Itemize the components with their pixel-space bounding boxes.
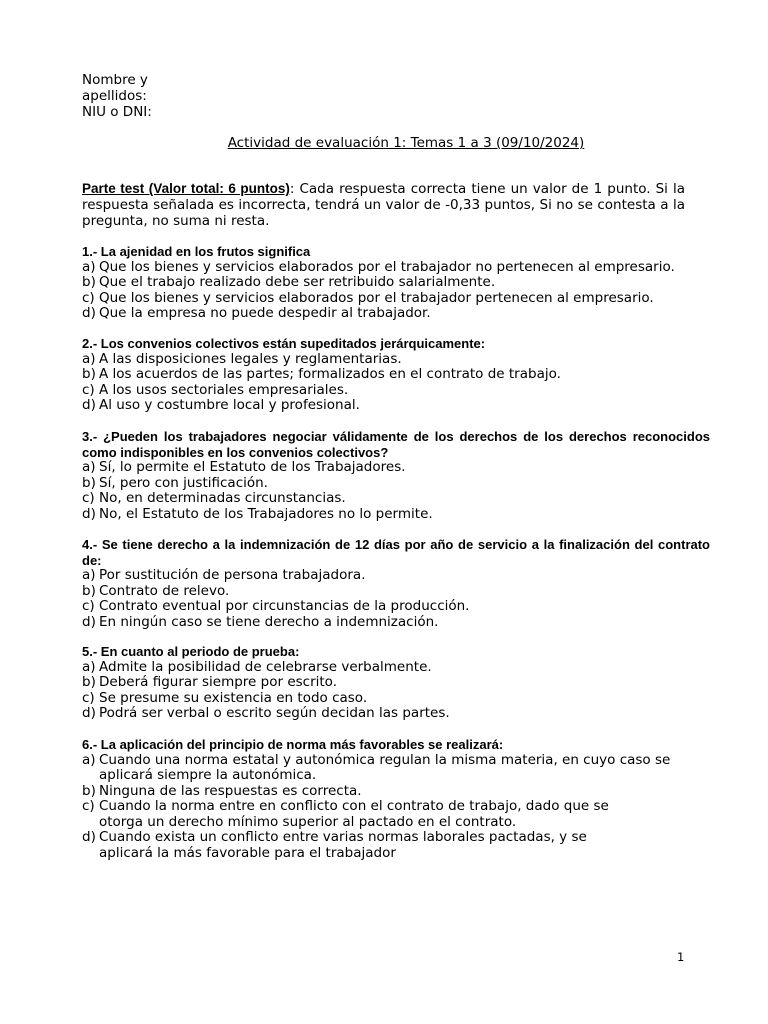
option-text: No, el Estatuto de los Trabajadores no lo permite. <box>99 505 433 522</box>
option-letter: b) <box>82 674 96 690</box>
question-text: 1.- La ajenidad en los frutos significa <box>82 244 311 259</box>
page-number: 1 <box>677 950 685 964</box>
option-letter: a) <box>82 567 96 583</box>
option-letter: b) <box>82 366 96 382</box>
option-b <box>82 367 710 383</box>
option-text: Que los bienes y servicios elaborados por el trabajador pertenecen al empresario. <box>99 289 654 306</box>
option-b <box>82 584 710 600</box>
option-letter: d) <box>82 505 96 522</box>
option-a <box>82 352 710 368</box>
option-text: Podrá ser verbal o escrito según decidan las partes. <box>99 705 450 721</box>
option-b <box>82 675 710 691</box>
option-d <box>82 706 710 722</box>
option-c <box>82 383 710 399</box>
option-text: Contrato de relevo. <box>99 582 230 599</box>
option-text: Sí, lo permite el Estatuto de los Trabajadores. <box>99 459 406 475</box>
option-letter: b) <box>82 782 96 799</box>
option-letter: a) <box>82 751 96 768</box>
option-text: En ningún caso se tiene derecho a indemnización. <box>99 613 439 630</box>
option-letter: d) <box>82 613 96 630</box>
option-text: Contrato eventual por circunstancias de la producción. <box>99 598 470 614</box>
option-b <box>82 275 710 291</box>
option-a <box>82 568 710 584</box>
option-letter: c) <box>82 598 95 614</box>
option-text: A los acuerdos de las partes; formalizados en el contrato de trabajo. <box>99 366 561 382</box>
option-c <box>82 799 710 830</box>
test-instructions <box>82 181 685 229</box>
question-text: 3.- ¿Pueden los trabajadores negociar válidamente de los derechos de los derechos reconocidos como indisponibles en los convenios colectivos? <box>82 429 710 460</box>
question-3 <box>82 429 710 522</box>
option-text: Que el trabajo realizado debe ser retribuido salarialmente. <box>99 274 496 290</box>
option-text: Cuando exista un conflicto entre varias normas laborales pactadas, y se aplicará la más favorable para el trabajador <box>99 829 587 861</box>
option-letter: c) <box>82 490 95 506</box>
exam-title: Actividad de evaluación 1: Temas 1 a 3 (09/10/2024) <box>227 135 585 151</box>
option-text: Por sustitución de persona trabajadora. <box>99 567 366 583</box>
option-d <box>82 507 710 523</box>
option-c <box>82 491 710 507</box>
option-letter: c) <box>82 689 95 706</box>
option-text: Sí, pero con justificación. <box>99 474 268 491</box>
option-letter: d) <box>82 705 96 721</box>
option-text: Deberá figurar siempre por escrito. <box>99 674 337 690</box>
option-text: A las disposiciones legales y reglamentarias. <box>99 350 402 367</box>
option-text: No, en determinadas circunstancias. <box>99 490 346 506</box>
question-text: 6.- La aplicación del principio de norma más favorables se realizará: <box>82 737 504 752</box>
option-letter: d) <box>82 829 96 845</box>
question-4 <box>82 537 710 630</box>
question-6 <box>82 737 710 861</box>
option-letter: c) <box>82 289 95 306</box>
question-text: 2.- Los convenios colectivos están supeditados jerárquicamente: <box>82 336 486 351</box>
option-letter: a) <box>82 258 96 275</box>
option-d <box>82 398 710 414</box>
option-c <box>82 691 710 707</box>
question-text: 4.- Se tiene derecho a la indemnización de 12 días por año de servicio a la finalización del contrato de: <box>82 537 710 568</box>
option-b <box>82 784 710 800</box>
option-text: Se presume su existencia en todo caso. <box>99 689 368 706</box>
option-a <box>82 460 710 476</box>
question-5 <box>82 644 710 722</box>
option-d <box>82 306 710 322</box>
option-text: A los usos sectoriales empresariales. <box>99 381 349 398</box>
option-b <box>82 476 710 492</box>
option-letter: b) <box>82 274 96 290</box>
option-a <box>82 260 710 276</box>
option-text: Cuando la norma entre en conflicto con el contrato de trabajo, dado que se otorga un derecho mínimo superior al pactado en el contrato. <box>99 798 609 830</box>
question-2 <box>82 336 710 414</box>
option-a <box>82 753 710 784</box>
test-part-label: Parte test (Valor total: 6 puntos) <box>82 181 290 196</box>
option-d <box>82 615 710 631</box>
option-text: Admite la posibilidad de celebrarse verbalmente. <box>99 658 432 675</box>
option-letter: d) <box>82 305 96 321</box>
option-letter: d) <box>82 397 96 413</box>
test-instructions-text: : Cada respuesta correcta tiene un valor de 1 punto. Si la respuesta señalada es incorrecta, tendrá un valor de -0,33 puntos, Si no se contesta a la pregunta, no suma ni resta. <box>82 181 686 229</box>
name-label-line1: Nombre y <box>82 72 148 88</box>
option-text: Al uso y costumbre local y profesional. <box>99 397 360 413</box>
option-letter: a) <box>82 658 96 675</box>
option-text: Ninguna de las respuestas es correcta. <box>99 782 362 799</box>
question-text: 5.- En cuanto al periodo de prueba: <box>82 644 300 659</box>
option-text: Cuando una norma estatal y autonómica regulan la misma materia, en cuyo caso se aplicará siempre la autonómica. <box>99 751 671 783</box>
option-a <box>82 660 710 676</box>
option-text: Que los bienes y servicios elaborados por el trabajador no pertenecen al empresario. <box>99 258 675 275</box>
option-letter: b) <box>82 582 96 599</box>
option-c <box>82 291 710 307</box>
option-letter: a) <box>82 350 96 367</box>
student-info-header <box>82 72 152 120</box>
option-d <box>82 830 710 861</box>
option-letter: b) <box>82 474 96 491</box>
option-c <box>82 599 710 615</box>
id-label: NIU o DNI: <box>82 104 152 120</box>
question-1 <box>82 244 710 322</box>
name-label-line2: apellidos: <box>82 88 147 104</box>
option-text: Que la empresa no puede despedir al trabajador. <box>99 305 431 321</box>
option-letter: c) <box>82 798 95 814</box>
option-letter: c) <box>82 381 95 398</box>
option-letter: a) <box>82 459 96 475</box>
